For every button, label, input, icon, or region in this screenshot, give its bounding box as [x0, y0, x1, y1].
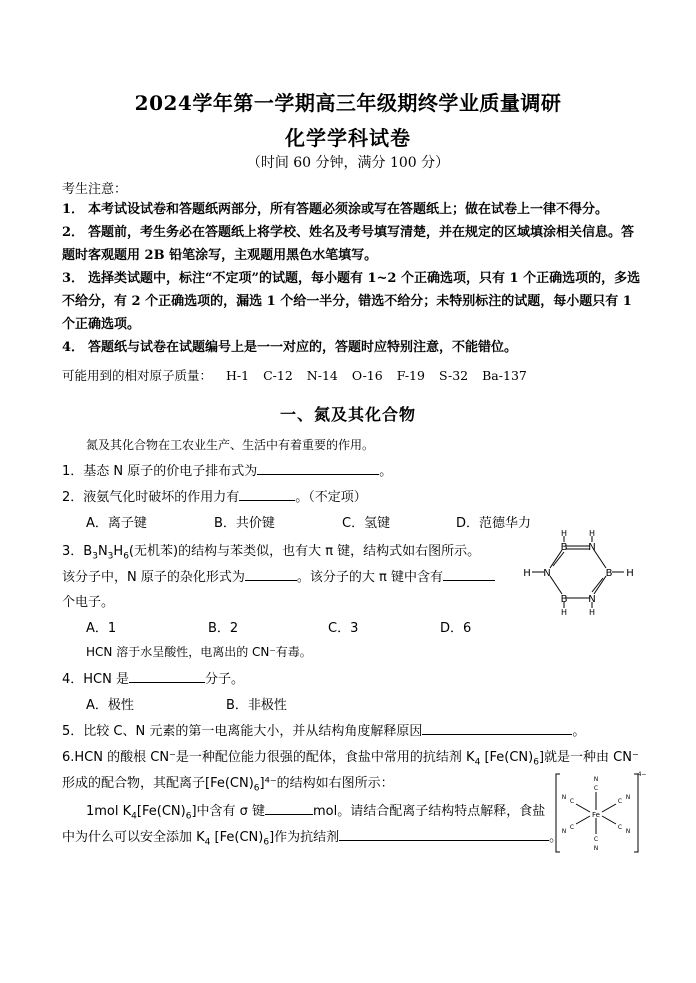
note-item: 3． 选择类试题中，标注“不定项”的试题，每小题有 1~2 个正确选项，只有 1 个正确选项的，多选不给分，有 2 个正确选项的，漏选 1 个给一半分，错选不给分；未特别标注的试题，每小题只有 1 个正确选项。: [62, 271, 641, 332]
question-6: 6.HCN 的酸根 CN⁻是一种配位能力很强的配体，食盐中常用的抗结剂 $K_4$ $[Fe(CN)_6]$就是一种由 CN⁻: [62, 750, 639, 768]
atom-n: N: [561, 794, 567, 801]
question-3-line3: 个电子。: [62, 595, 115, 610]
answer-blank[interactable]: [265, 802, 313, 815]
atom-h: H: [588, 608, 596, 617]
question-6-line4: 中为什么可以安全添加 $K_4$ $[Fe(CN)_6]$作为抗结剂 。: [62, 830, 563, 848]
notes-heading: 考生注意：: [62, 182, 128, 197]
ferrocyanide-structure: [554, 770, 646, 856]
answer-blank[interactable]: [239, 488, 295, 501]
borazine-structure: [522, 529, 642, 617]
question-6-line3: 1mol $K_4[Fe(CN)_6]$中含有 σ 键 mol。请结合配离子结构特点解释，食盐: [86, 804, 546, 822]
atom-b: B: [605, 568, 613, 579]
option-a[interactable]: A．1: [86, 621, 117, 636]
atom-h: H: [523, 568, 531, 579]
atom-n: N: [561, 828, 567, 835]
answer-blank[interactable]: [129, 670, 205, 683]
question-4: 4．HCN 是 分子。: [62, 672, 244, 687]
atomic-masses: 可能用到的相对原子质量： H-1 C-12 N-14 O-16 F-19 S-32 Ba-137: [62, 368, 527, 383]
answer-blank[interactable]: [257, 462, 379, 475]
subject-title: 化学学科试卷: [285, 126, 411, 150]
option-c[interactable]: C．3: [328, 621, 359, 636]
atom-n: N: [588, 542, 596, 553]
section-intro: 氮及其化合物在工农业生产、生活中有着重要的作用。: [86, 438, 375, 452]
atom-c: C: [593, 785, 599, 792]
option-c[interactable]: C．氢键: [342, 516, 391, 531]
atom-b: B: [560, 542, 568, 553]
option-b[interactable]: B．非极性: [226, 698, 287, 713]
question-3: 3．$B_3N_3H_6$(无机苯)的结构与苯类似，也有大 π 键，结构式如右图所示。: [62, 544, 481, 562]
answer-blank[interactable]: [422, 722, 572, 735]
atom-c: C: [617, 824, 623, 831]
exam-title: 2024学年第一学期高三年级期终学业质量调研: [134, 91, 562, 115]
answer-blank[interactable]: [245, 568, 297, 581]
atom-fe: Fe: [592, 811, 600, 819]
question-1: 1．基态 N 原子的价电子排布式为 。: [62, 464, 393, 479]
atom-c: C: [593, 836, 599, 843]
atom-c: C: [569, 798, 575, 805]
answer-blank[interactable]: [443, 568, 495, 581]
atom-n: N: [625, 828, 631, 835]
option-d[interactable]: D．范德华力: [456, 516, 532, 531]
atom-h: H: [588, 529, 596, 538]
atom-h: H: [560, 529, 568, 538]
option-d[interactable]: D．6: [440, 621, 472, 636]
atom-n: N: [593, 845, 599, 852]
exam-info: （时间 60 分钟，满分 100 分）: [246, 155, 450, 171]
option-a[interactable]: A．极性: [86, 698, 134, 713]
atom-n: N: [593, 776, 599, 783]
question-3-line2: 该分子中，N 原子的杂化形式为 。该分子的大 π 键中含有: [62, 566, 495, 585]
atom-n: N: [588, 594, 596, 605]
question-5: 5．比较 C、N 元素的第一电离能大小，并从结构角度解释原因 。: [62, 724, 586, 739]
note-item: 2． 答题前，考生务必在答题纸上将学校、姓名及考号填写清楚，并在规定的区域填涂相关信息。答题时客观题用 2B 铅笔涂写，主观题用黑色水笔填写。: [62, 225, 635, 263]
answer-blank[interactable]: [339, 828, 549, 841]
atom-c: C: [617, 798, 623, 805]
atom-c: C: [569, 824, 575, 831]
charge-label: 4−: [637, 771, 647, 778]
option-b[interactable]: B．共价键: [214, 516, 275, 531]
question-2: 2．液氨气化时破坏的作用力有 。（不定项）: [62, 490, 367, 505]
note-item: 4． 答题纸与试卷在试题编号上是一一对应的，答题时应特别注意，不能错位。: [62, 340, 518, 355]
section-title: 一、氮及其化合物: [279, 405, 416, 424]
atom-h: H: [626, 568, 634, 579]
atom-b: B: [560, 594, 568, 605]
option-a[interactable]: A．离子键: [86, 516, 147, 531]
atom-n: N: [625, 794, 631, 801]
question-6-line2: 形成的配合物，其配离子$[Fe(CN)_6]^{4-}$的结构如右图所示：: [62, 776, 394, 794]
atom-h: H: [560, 608, 568, 617]
note-item: 1． 本考试设试卷和答题纸两部分，所有答题必须涂或写在答题纸上；做在试卷上一律不得分。: [62, 202, 609, 217]
hcn-intro: HCN 溶于水呈酸性，电离出的 CN⁻有毒。: [86, 645, 312, 659]
atom-n: N: [543, 568, 551, 579]
option-b[interactable]: B．2: [208, 621, 239, 636]
